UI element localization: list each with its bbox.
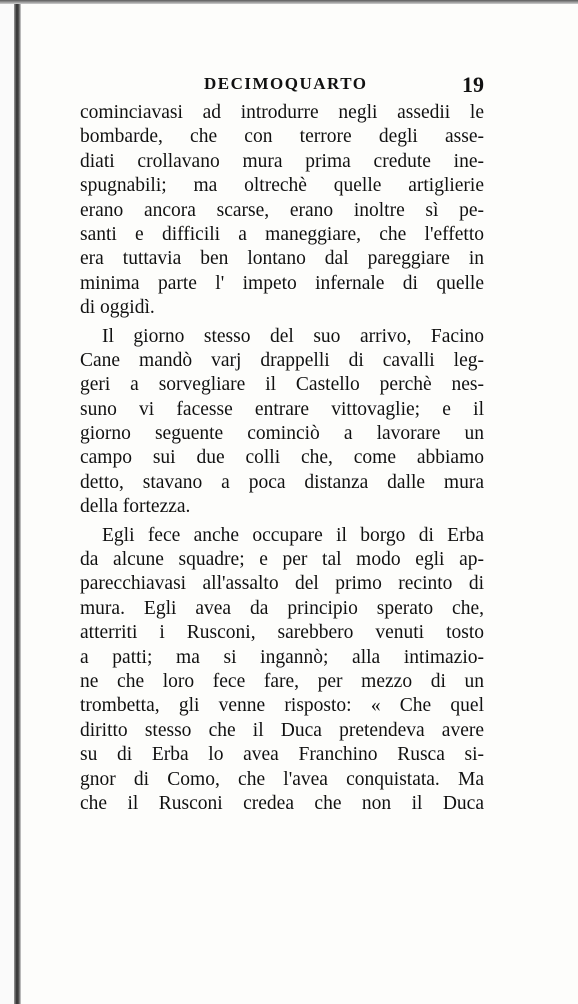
text-line: detto, stavano a poca distanza dalle mura	[80, 471, 484, 493]
text-line: giorno seguente cominciò a lavorare un	[80, 423, 484, 445]
text-line: Il giorno stesso del suo arrivo, Facino	[102, 325, 484, 347]
text-line: cominciavasi ad introdurre negli assedii le	[80, 102, 484, 123]
page-header	[80, 74, 484, 102]
text-line: gnor di Como, che l'avea conquistata. Ma	[80, 768, 484, 790]
paragraph	[80, 325, 484, 520]
text-line: era tuttavia ben lontano dal pareggiare in	[80, 248, 484, 270]
text-line: da alcune squadre; e per tal modo egli ap-	[80, 549, 484, 571]
paragraph	[80, 101, 484, 321]
text-line: diritto stesso che il Duca pretendeva avere	[80, 719, 484, 741]
text-line: suno vi facesse entrare vittovaglie; e il	[80, 398, 484, 420]
text-line: erano ancora scarse, erano inoltre sì pe-	[80, 199, 484, 221]
text-line: ne che loro fece fare, per mezzo di un	[80, 670, 484, 692]
scan-top-edge	[0, 0, 578, 4]
text-line: di oggidì.	[80, 297, 155, 319]
text-line: a patti; ma si ingannò; alla intimazio-	[80, 646, 484, 668]
book-gutter	[14, 0, 21, 1004]
text-line: mura. Egli avea da principio sperato che,	[80, 597, 484, 619]
text-line: minima parte l' impeto infernale di quelle	[80, 272, 484, 294]
text-line: bombarde, che con terrore degli asse-	[80, 126, 484, 148]
text-line: su di Erba lo avea Franchino Rusca si-	[80, 744, 484, 766]
text-line: atterriti i Rusconi, sarebbero venuti tosto	[80, 622, 484, 644]
page-number: 19	[462, 72, 484, 97]
text-line: campo sui due colli che, come abbiamo	[80, 447, 484, 469]
text-line: trombetta, gli venne risposto: « Che quel	[80, 695, 484, 717]
running-head: DECIMOQUARTO	[204, 74, 368, 93]
text-line: della fortezza.	[80, 496, 191, 518]
text-line: che il Rusconi credea che non il Duca	[80, 792, 484, 814]
body-text	[80, 101, 484, 816]
text-line: Cane mandò varj drappelli di cavalli leg-	[80, 349, 484, 371]
page-margin-shadow	[0, 0, 14, 1004]
text-line: spugnabili; ma oltrechè quelle artiglierie	[80, 175, 484, 197]
text-line: geri a sorvegliare il Castello perchè nes-	[80, 374, 484, 396]
text-line: santi e difficili a maneggiare, che l'effetto	[80, 223, 484, 245]
text-line: Egli fece anche occupare il borgo di Erba	[102, 524, 484, 546]
text-line: parecchiavasi all'assalto del primo recinto di	[80, 573, 484, 595]
text-line: diati crollavano mura prima credute ine-	[80, 150, 484, 172]
paragraph	[80, 524, 484, 817]
